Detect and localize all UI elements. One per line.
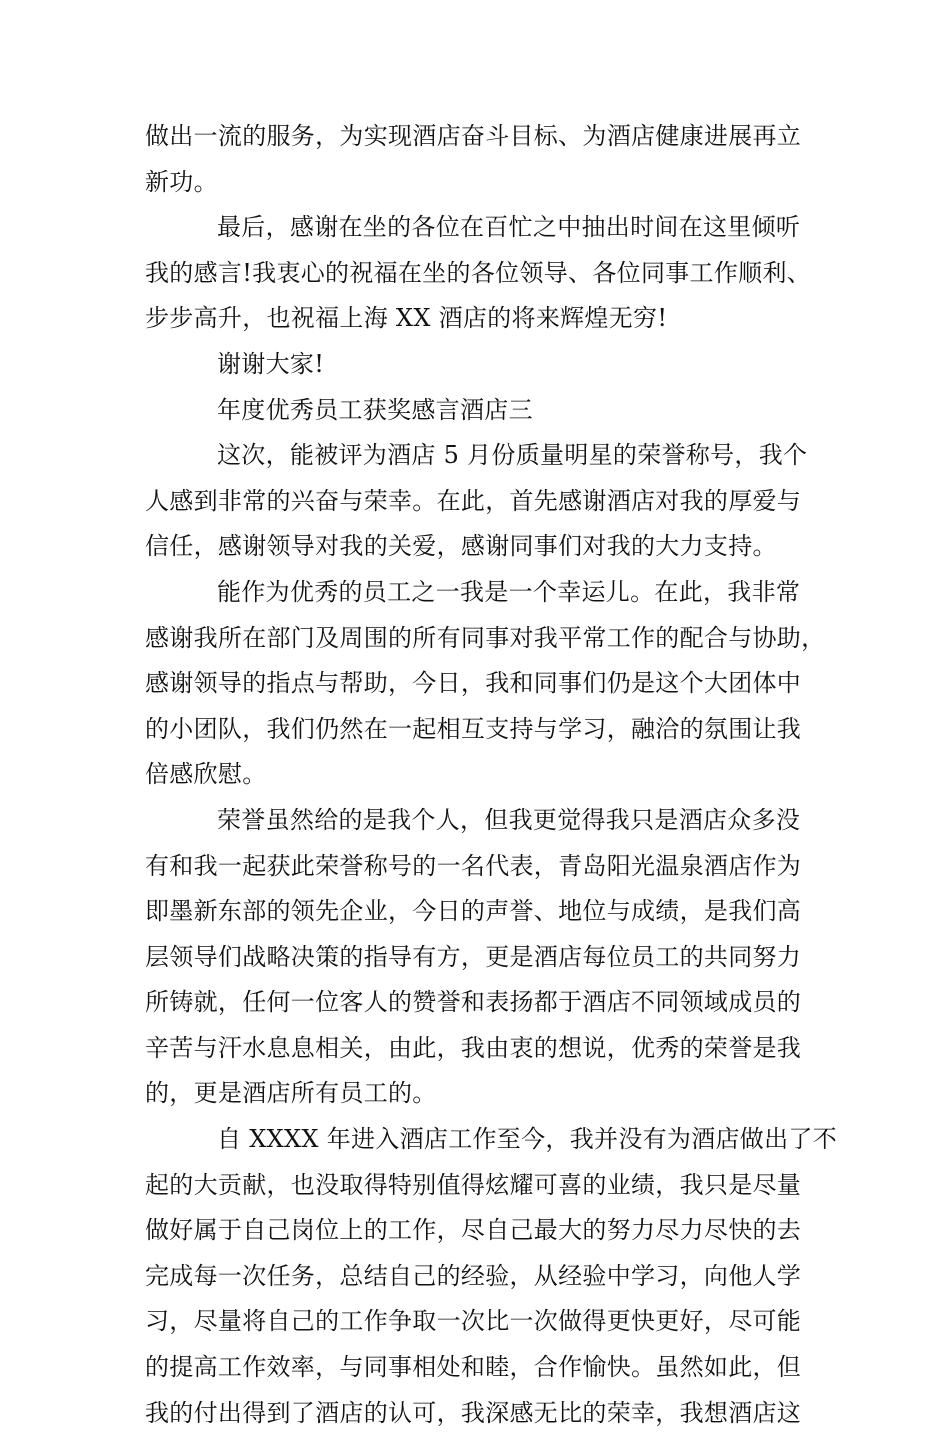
paragraph-thanks	[145, 205, 812, 342]
text-line: 新功。	[145, 167, 218, 196]
text-line: 倍感欣慰。	[145, 760, 267, 789]
text-line: 习，尽量将自己的工作争取一次比一次做得更快更好，尽可能	[145, 1307, 802, 1336]
paragraph-honor	[145, 798, 805, 1117]
text-line: 所铸就，任何一位客人的赞誉和表扬都于酒店不同领域成员的	[145, 988, 802, 1017]
text-line: 步步高升，也祝福上海 XX 酒店的将来辉煌无穷!	[145, 304, 668, 333]
text-line: 层领导们战略决策的指导有方，更是酒店每位员工的共同努力	[145, 942, 802, 971]
text-line: 能作为优秀的员工之一我是一个幸运儿。在此，我非常	[217, 577, 801, 606]
text-line: 我的感言!我衷心的祝福在坐的各位领导、各位同事工作顺利、	[145, 258, 812, 287]
text-line: 最后，感谢在坐的各位在百忙之中抽出时间在这里倾听	[217, 213, 801, 242]
text-line: 有和我一起获此荣誉称号的一名代表，青岛阳光温泉酒店作为	[145, 851, 802, 880]
section-title: 年度优秀员工获奖感言酒店三	[217, 395, 533, 424]
section-heading	[145, 388, 805, 434]
text-line: 荣誉虽然给的是我个人，但我更觉得我只是酒店众多没	[217, 805, 801, 834]
text-line: 我的付出得到了酒店的认可，我深感无比的荣幸，我想酒店这	[145, 1398, 802, 1427]
text-line: 谢谢大家!	[217, 349, 325, 378]
paragraph-since-joining	[145, 1117, 837, 1436]
text-line: 人感到非常的兴奋与荣幸。在此，首先感谢酒店对我的厚爱与	[145, 486, 802, 515]
text-line: 辛苦与汗水息息相关，由此，我由衷的想说，优秀的荣誉是我	[145, 1033, 802, 1062]
paragraph-lucky	[145, 570, 826, 798]
text-line: 的提高工作效率，与同事相处和睦，合作愉快。虽然如此，但	[145, 1353, 802, 1382]
document-body	[145, 114, 837, 1436]
text-line: 这次，能被评为酒店 5 月份质量明星的荣誉称号，我个	[217, 441, 808, 470]
text-line: 即墨新东部的领先企业，今日的声誉、地位与成绩，是我们高	[145, 897, 802, 926]
text-line: 的小团队，我们仍然在一起相互支持与学习，融洽的氛围让我	[145, 714, 802, 743]
text-line: 完成每一次任务，总结自己的经验，从经验中学习，向他人学	[145, 1261, 802, 1290]
text-line: 做出一流的服务，为实现酒店奋斗目标、为酒店健康进展再立	[145, 122, 802, 150]
paragraph-award-intro	[145, 433, 808, 570]
text-line: 起的大贡献，也没取得特别值得炫耀可喜的业绩，我只是尽量	[145, 1170, 802, 1199]
paragraph-thank-you	[145, 342, 805, 388]
text-line: 自 XXXX 年进入酒店工作至今，我并没有为酒店做出了不	[217, 1125, 837, 1154]
paragraph-closing-continued	[145, 114, 805, 205]
text-line: 信任，感谢领导对我的关爱，感谢同事们对我的大力支持。	[145, 532, 777, 561]
text-line: 感谢我所在部门及周围的所有同事对我平常工作的配合与协助，	[145, 623, 826, 652]
text-line: 感谢领导的指点与帮助，今日，我和同事们仍是这个大团体中	[145, 669, 802, 698]
text-line: 的，更是酒店所有员工的。	[145, 1079, 437, 1108]
text-line: 做好属于自己岗位上的工作，尽自己最大的努力尽力尽快的去	[145, 1216, 802, 1245]
